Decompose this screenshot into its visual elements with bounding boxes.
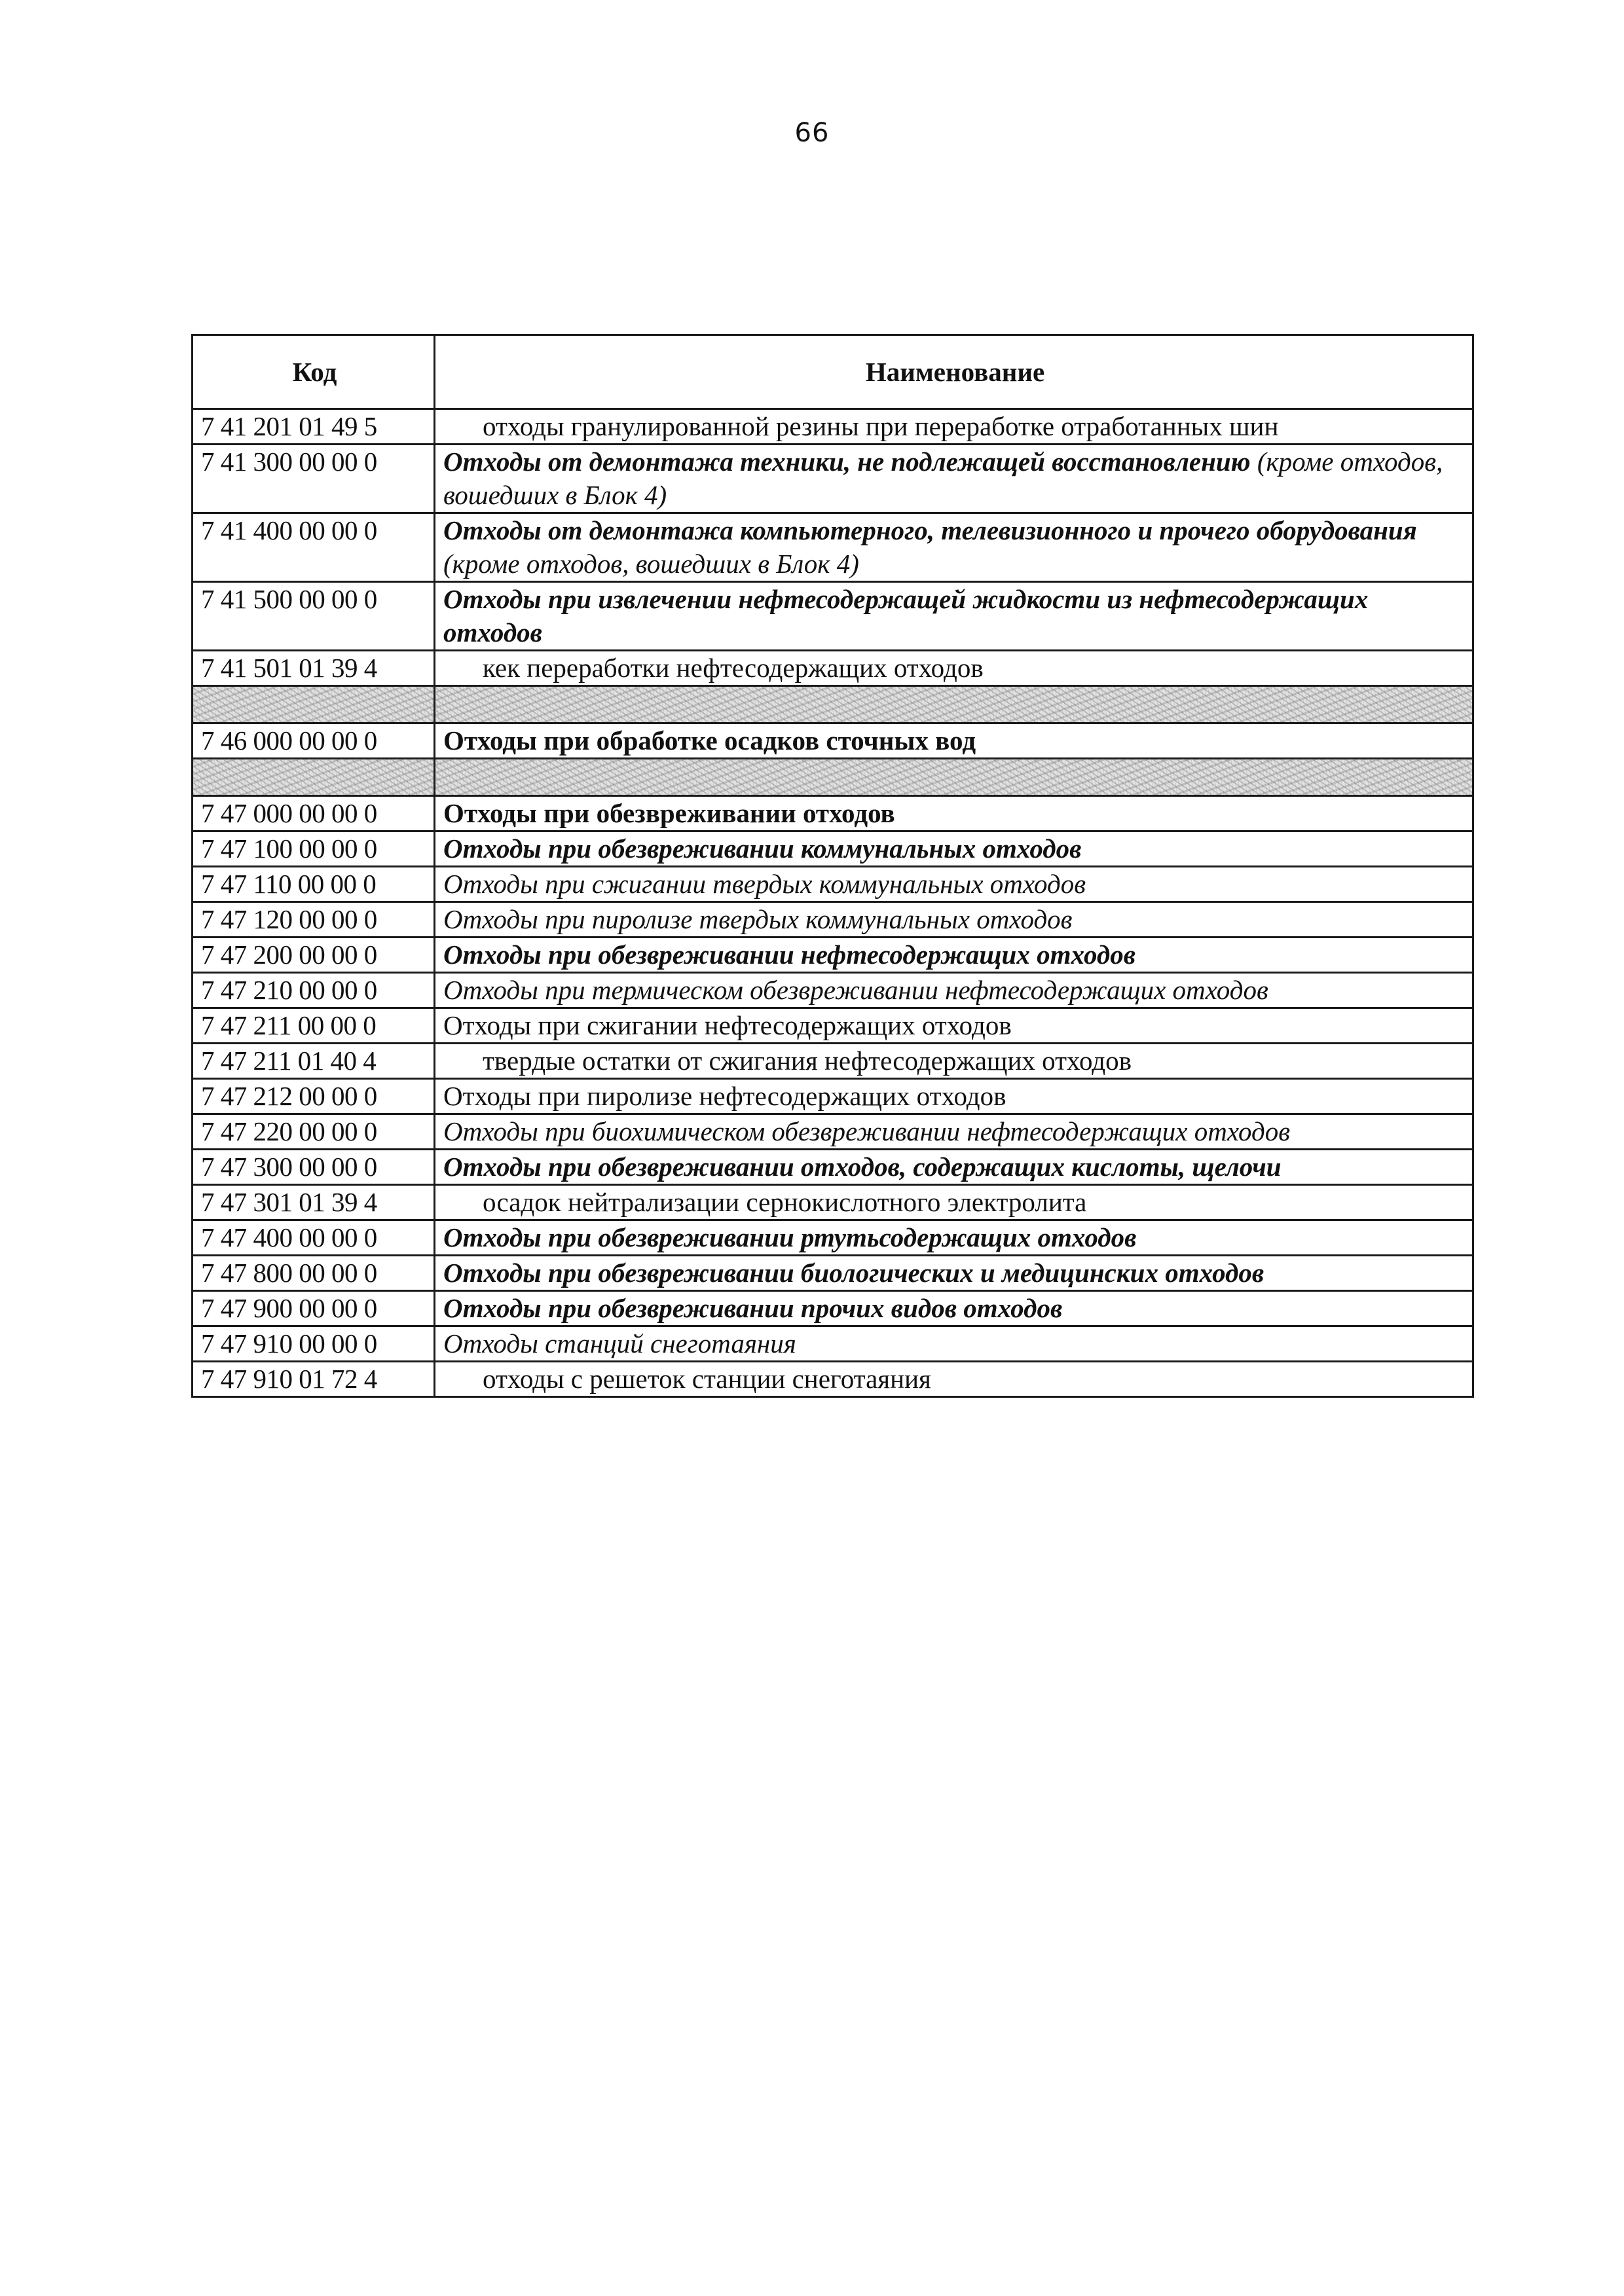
name-text: Отходы при обезвреживании отходов	[443, 798, 895, 828]
name-cell	[435, 1114, 1473, 1150]
name-cell	[435, 1362, 1473, 1397]
code-cell: 7 47 212 00 00 0	[193, 1079, 435, 1114]
redacted-code-cell	[193, 686, 435, 723]
waste-codes-table	[191, 334, 1474, 1398]
name-text: Отходы при биохимическом обезвреживании нефтесодержащих отходов	[443, 1116, 1291, 1146]
name-text: Отходы от демонтажа компьютерного, телевизионного и прочего оборудования	[443, 515, 1417, 545]
name-text: Отходы при обезвреживании ртутьсодержащих отходов	[443, 1222, 1137, 1252]
table-row	[193, 796, 1473, 831]
code-cell: 7 47 000 00 00 0	[193, 796, 435, 831]
table-row	[193, 1291, 1473, 1326]
name-cell	[435, 723, 1473, 759]
table-row	[193, 1044, 1473, 1079]
name-cell	[435, 651, 1473, 686]
name-note-text: (кроме отходов, вошедших в Блок 4)	[443, 446, 1443, 510]
name-text: Отходы при пиролизе твердых коммунальных отходов	[443, 904, 1073, 934]
table-row	[193, 1079, 1473, 1114]
name-cell	[435, 582, 1473, 651]
table-row	[193, 445, 1473, 513]
code-cell: 7 47 211 00 00 0	[193, 1008, 435, 1044]
code-cell: 7 47 910 01 72 4	[193, 1362, 435, 1397]
name-text: Отходы при термическом обезвреживании нефтесодержащих отходов	[443, 975, 1268, 1005]
name-cell	[435, 1291, 1473, 1326]
table-row	[193, 1114, 1473, 1150]
code-cell: 7 47 120 00 00 0	[193, 902, 435, 938]
name-text: Отходы при обработке осадков сточных вод	[443, 725, 976, 756]
column-header-code: Код	[193, 335, 435, 409]
table-row	[193, 409, 1473, 445]
table-row	[193, 973, 1473, 1008]
name-cell	[435, 1256, 1473, 1291]
name-text: Отходы при обезвреживании прочих видов отходов	[443, 1293, 1063, 1323]
table-body	[193, 409, 1473, 1397]
code-cell: 7 47 400 00 00 0	[193, 1220, 435, 1256]
name-text: отходы с решеток станции снеготаяния	[483, 1364, 931, 1394]
table-row	[193, 582, 1473, 651]
name-text: кек переработки нефтесодержащих отходов	[483, 653, 984, 683]
table-row	[193, 938, 1473, 973]
name-text: Отходы при сжигании нефтесодержащих отходов	[443, 1010, 1012, 1040]
code-cell: 7 47 100 00 00 0	[193, 831, 435, 867]
page-number: 66	[794, 118, 830, 148]
name-cell	[435, 831, 1473, 867]
code-cell: 7 41 500 00 00 0	[193, 582, 435, 651]
table-row	[193, 651, 1473, 686]
name-cell	[435, 867, 1473, 902]
table-row	[193, 513, 1473, 582]
redacted-name-cell	[435, 686, 1473, 723]
name-text: Отходы станций снеготаяния	[443, 1328, 796, 1358]
name-text: Отходы при обезвреживании биологических и медицинских отходов	[443, 1258, 1264, 1288]
name-text: осадок нейтрализации сернокислотного электролита	[483, 1187, 1087, 1217]
code-cell: 7 47 210 00 00 0	[193, 973, 435, 1008]
table-row	[193, 1326, 1473, 1362]
code-cell: 7 47 110 00 00 0	[193, 867, 435, 902]
name-text: Отходы при обезвреживании отходов, содержащих кислоты, щелочи	[443, 1152, 1282, 1182]
code-cell: 7 47 301 01 39 4	[193, 1185, 435, 1220]
redacted-code-cell	[193, 759, 435, 796]
code-cell: 7 47 900 00 00 0	[193, 1291, 435, 1326]
code-cell: 7 46 000 00 00 0	[193, 723, 435, 759]
code-cell: 7 47 200 00 00 0	[193, 938, 435, 973]
table-header-row	[193, 335, 1473, 409]
code-cell: 7 41 400 00 00 0	[193, 513, 435, 582]
name-cell	[435, 1044, 1473, 1079]
name-text: Отходы от демонтажа техники, не подлежащей восстановлению	[443, 446, 1251, 477]
name-cell	[435, 1008, 1473, 1044]
name-text: Отходы при сжигании твердых коммунальных отходов	[443, 869, 1086, 899]
name-cell	[435, 1185, 1473, 1220]
name-cell	[435, 1326, 1473, 1362]
table-row	[193, 867, 1473, 902]
name-text: твердые остатки от сжигания нефтесодержащих отходов	[483, 1046, 1132, 1076]
name-cell	[435, 445, 1473, 513]
code-cell: 7 47 910 00 00 0	[193, 1326, 435, 1362]
column-header-name: Наименование	[435, 335, 1473, 409]
table-row	[193, 1008, 1473, 1044]
code-cell: 7 41 201 01 49 5	[193, 409, 435, 445]
name-cell	[435, 1220, 1473, 1256]
code-cell: 7 47 300 00 00 0	[193, 1150, 435, 1185]
code-cell: 7 47 800 00 00 0	[193, 1256, 435, 1291]
table-row	[193, 1150, 1473, 1185]
table-row	[193, 1185, 1473, 1220]
name-text: отходы гранулированной резины при переработке отработанных шин	[483, 411, 1279, 441]
redacted-row	[193, 759, 1473, 796]
table-row	[193, 1256, 1473, 1291]
name-text: Отходы при обезвреживании коммунальных отходов	[443, 833, 1082, 864]
redacted-row	[193, 686, 1473, 723]
table-row	[193, 1220, 1473, 1256]
table-row	[193, 723, 1473, 759]
code-cell: 7 47 220 00 00 0	[193, 1114, 435, 1150]
code-cell: 7 41 300 00 00 0	[193, 445, 435, 513]
name-text: Отходы при обезвреживании нефтесодержащих отходов	[443, 939, 1136, 970]
table-row	[193, 831, 1473, 867]
name-cell	[435, 409, 1473, 445]
name-cell	[435, 902, 1473, 938]
table-row	[193, 1362, 1473, 1397]
name-cell	[435, 1079, 1473, 1114]
name-text: Отходы при пиролизе нефтесодержащих отходов	[443, 1081, 1006, 1111]
table-row	[193, 902, 1473, 938]
name-cell	[435, 796, 1473, 831]
code-cell: 7 41 501 01 39 4	[193, 651, 435, 686]
redacted-name-cell	[435, 759, 1473, 796]
name-cell	[435, 1150, 1473, 1185]
name-cell	[435, 513, 1473, 582]
code-cell: 7 47 211 01 40 4	[193, 1044, 435, 1079]
name-cell	[435, 973, 1473, 1008]
name-note-text: (кроме отходов, вошедших в Блок 4)	[443, 549, 859, 579]
name-cell	[435, 938, 1473, 973]
name-text: Отходы при извлечении нефтесодержащей жидкости из нефтесодержащих отходов	[443, 584, 1369, 647]
